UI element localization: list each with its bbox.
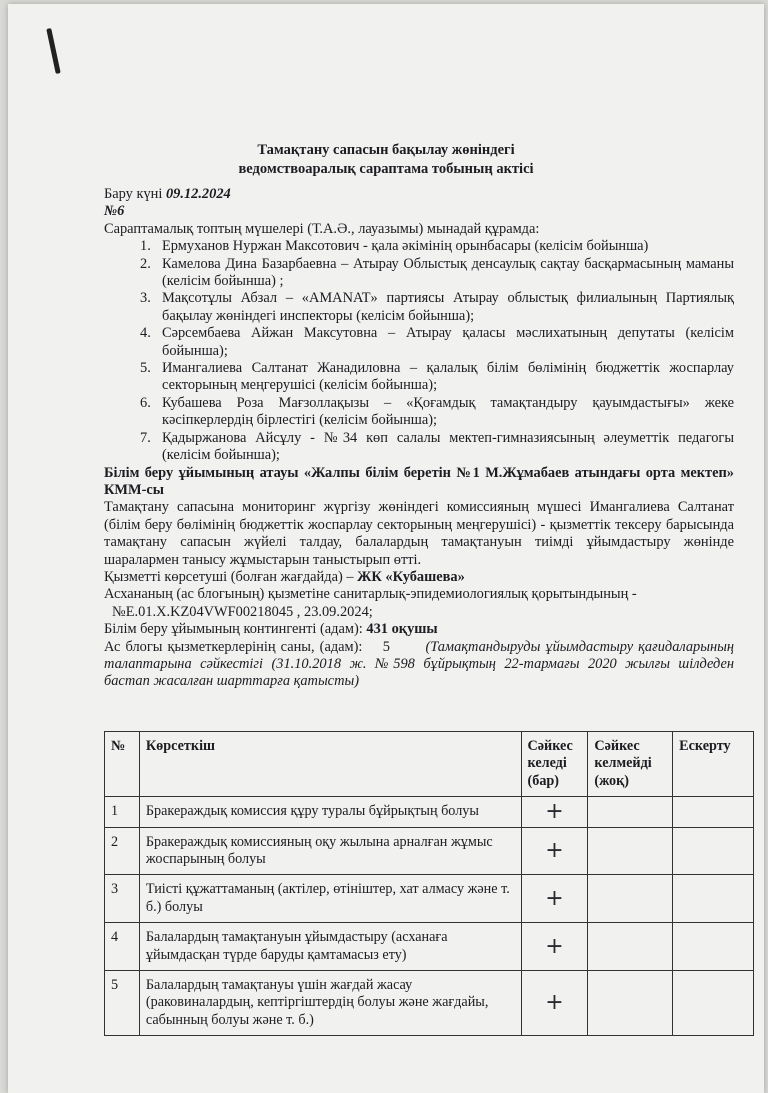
table-row — [105, 971, 754, 1036]
member-item: 3. Мақсотұлы Абзал – «AMANAT» партиясы Атырау облыстық филиалының Партиялық бақылау жөніндегі инспекторы (келісім бойынша); — [140, 290, 734, 324]
cell-note — [673, 827, 754, 875]
member-item: 5. Имангалиева Салтанат Жанадиловна – қалалық білім бөлімінің бюджеттік жоспарлау секторының меңгерушісі (келісім бойынша); — [140, 360, 734, 394]
cell-note — [673, 875, 754, 923]
cell-mismatch — [588, 923, 673, 971]
cell-note — [673, 923, 754, 971]
row-number: 3 — [105, 875, 140, 923]
table-row — [105, 827, 754, 875]
table-row — [105, 797, 754, 827]
cell-mismatch — [588, 827, 673, 875]
header-indicator: Көрсеткіш — [139, 732, 521, 797]
members-intro: Сараптамалық топтың мүшелері (Т.А.Ә., лауазымы) мынадай құрамда: — [104, 220, 540, 237]
row-number: 5 — [105, 971, 140, 1036]
row-indicator: Балалардың тамақтануы үшін жағдай жасау (раковиналардың, кептіргіштердің болуы және жағдайы, сабынның болуы және т. б.) — [139, 971, 521, 1036]
staff-label: Ас блогы қызметкерлерінің саны, (адам): — [104, 638, 363, 655]
provider-label: Қызметті көрсетуші (болған жағдайда) – — [104, 568, 354, 585]
act-title — [8, 141, 764, 179]
canteen-line-2: №E.01.X.KZ04VWF00218045 , 23.09.2024; — [112, 603, 373, 620]
member-item: 1. Ермуханов Нуржан Максотович - қала әкімінің орынбасары (келісім бойынша) — [140, 238, 649, 255]
table-row — [105, 923, 754, 971]
row-number: 2 — [105, 827, 140, 875]
act-body — [104, 186, 734, 691]
visit-date-label: Бару күні — [104, 186, 163, 202]
provider-line — [104, 569, 734, 586]
act-number: №6 — [104, 203, 125, 220]
header-note: Ескерту — [673, 732, 754, 797]
contingent-line — [104, 621, 734, 638]
row-number: 1 — [105, 797, 140, 827]
members-list — [104, 238, 734, 464]
indicators-table — [104, 731, 754, 1036]
canteen-line-1: Асхананың (ас блогының) қызметіне санитарлық-эпидемиологиялық қорытындының - — [104, 586, 637, 603]
member-item: 6. Кубашева Роза Мағзоллақызы – «Қоғамдық тамақтандыру қауымдастығы» жеке кәсіпкерлердің бірлестігі (келісім бойынша); — [140, 394, 734, 429]
cell-note — [673, 971, 754, 1036]
row-indicator: Бракераждық комиссияның оқу жылына арналған жұмыс жоспарының болуы — [139, 827, 521, 875]
member-item: 7. Қадыржанова Айсұлу - №34 көп салалы мектеп-гимназиясының әлеуметтік педагогы (келісім бойынша); — [140, 429, 734, 464]
table-row — [105, 875, 754, 923]
title-line-2: ведомствоаралық сараптама тобының актісі — [238, 161, 534, 177]
check-mark-match: + — [521, 971, 588, 1036]
visit-date-line — [104, 186, 734, 203]
row-indicator: Балалардың тамақтануын ұйымдастыру (асханаға ұйымдасқан түрде баруды қамтамасыз ету) — [139, 923, 521, 971]
cell-mismatch — [588, 971, 673, 1036]
member-item: 4. Сәрсембаева Айжан Максутовна – Атырау қаласы мәслихатының депутаты (келісім бойынша); — [140, 325, 734, 359]
visit-date: 09.12.2024 — [165, 186, 231, 202]
row-indicator: Тиісті құжаттаманың (актілер, өтініштер, хат алмасу және т. б.) болуы — [139, 875, 521, 923]
cell-note — [673, 797, 754, 827]
member-item: 2. Камелова Дина Базарбаевна – Атырау Облыстық денсаулық сақтау басқармасының маманы (келісім бойынша) ; — [140, 255, 734, 290]
check-mark-match: + — [521, 923, 588, 971]
organization-name: Білім беру ұйымының атауы «Жалпы білім беретін №1 М.Жұмабаев атындағы орта мектеп» КММ-сы — [104, 464, 734, 498]
check-mark-match: + — [521, 875, 588, 923]
staff-line — [104, 639, 734, 691]
provider-value: ЖК «Кубашева» — [357, 568, 465, 585]
header-match: Сәйкес келеді (бар) — [521, 732, 588, 797]
header-no: № — [105, 732, 140, 797]
contingent-value: 431 оқушы — [366, 621, 438, 638]
cell-mismatch — [588, 875, 673, 923]
check-mark-match: + — [521, 827, 588, 875]
row-number: 4 — [105, 923, 140, 971]
row-indicator: Бракераждық комиссия құру туралы бұйрықтың болуы — [139, 797, 521, 827]
title-line-1: Тамақтану сапасын бақылау жөніндегі — [257, 142, 515, 158]
monitoring-text: Тамақтану сапасына мониторинг жүргізу жөніндегі комиссияның мүшесі Имангалиева Салтанат (білім беру бөлімінің бюджеттік жоспарлау секторының меңгерушісі) - қызметтік тексеру барысында тамақтану сапасын жүйелі талдау, балалардың тамақтануын тиімді ұйымдастыру жөнінде шаралармен танысу жұмыстарын таныстырып өтті. — [104, 499, 734, 568]
contingent-label: Білім беру ұйымының контингенті (адам): — [104, 621, 363, 638]
cell-mismatch — [588, 797, 673, 827]
staff-note: (Тамақтандыруды ұйымдастыру қағидаларының талаптарына сәйкестігі (31.10.2018 ж. №598 бұйрықтың 22-тармағы 2020 жылғы шілдеден бастап жасалған шарттарға қатысты) — [104, 638, 735, 690]
header-mismatch: Сәйкес келмейді (жоқ) — [588, 732, 673, 797]
table-header-row — [105, 732, 754, 797]
check-mark-match: + — [521, 797, 588, 827]
staff-value: 5 — [382, 638, 390, 655]
pen-mark — [46, 28, 60, 74]
